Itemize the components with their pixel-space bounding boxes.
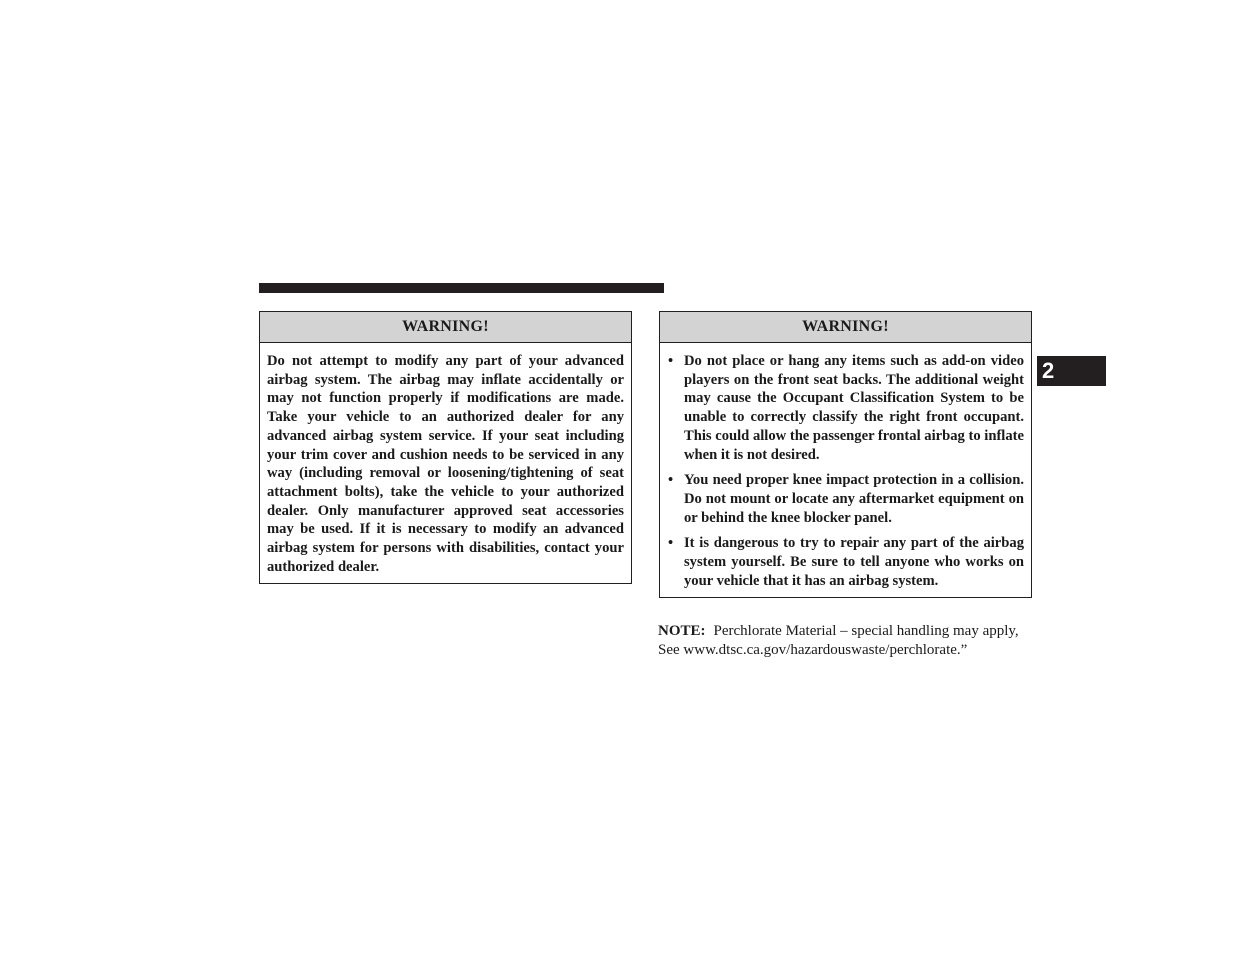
warning-list-item-text: Do not place or hang any items such as add-on video players on the front seat backs. The additional weight may cause the Occupant Classification System to be unable to correctly classify the right front occupant. This could allow the passenger frontal airbag to inflate when it is not desired.	[684, 353, 1024, 463]
bullet-icon: •	[668, 472, 674, 489]
warning-list	[660, 343, 1031, 590]
warning-title: WARNING!	[660, 312, 1031, 343]
warning-text: Do not attempt to modify any part of your advanced airbag system. The airbag may inflate accidentally or may not function properly if modifications are made. Take your vehicle to an authorized dealer for any advanced airbag system service. If your seat including your trim cover and cushion needs to be serviced in any way (including removal or loosening/​tightening of seat attachment bolts), take the vehicle to your authorized dealer. Only manufacturer approved seat accessories may be used. If it is necessary to modify an advanced airbag system for persons with disabilities, contact your authorized dealer.	[267, 353, 624, 575]
warning-list-item-text: You need proper knee impact protection in a collision. Do not mount or locate any aftermarket equipment on or behind the knee blocker panel.	[684, 472, 1024, 526]
bullet-icon: •	[668, 535, 674, 552]
warning-list-item	[667, 471, 1024, 527]
warning-list-item-text: It is dangerous to try to repair any part of the airbag system yourself. Be sure to tell anyone who works on your vehicle that it has an airbag system.	[684, 535, 1024, 589]
note-text: Perchlorate Material – special handling may apply, See www.dtsc.ca.gov/hazardouswaste/perchlorate.”	[658, 623, 1019, 658]
perchlorate-note	[658, 622, 1036, 660]
warning-title: WARNING!	[260, 312, 631, 343]
bullet-icon: •	[668, 353, 674, 369]
chapter-tab: 2	[1037, 356, 1106, 386]
warning-list-item	[667, 534, 1024, 590]
warning-box-modify-airbag	[259, 311, 632, 584]
section-top-rule	[259, 283, 664, 293]
warning-list-item	[667, 352, 1024, 464]
warning-box-airbag-safety	[659, 311, 1032, 598]
note-label: NOTE:	[658, 623, 706, 639]
